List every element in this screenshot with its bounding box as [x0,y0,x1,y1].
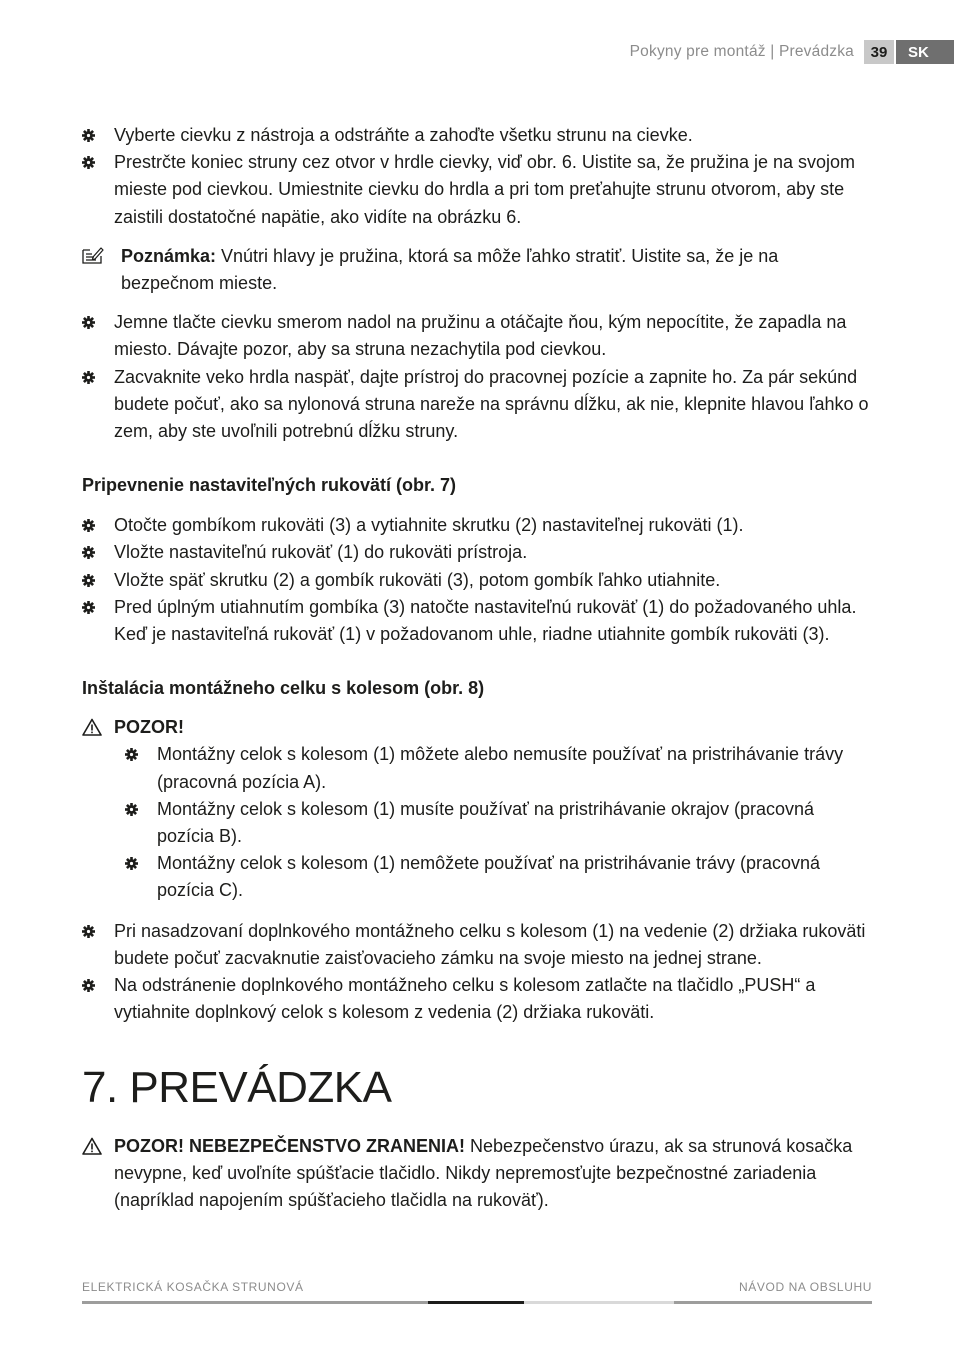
footer-bar-dark [428,1301,524,1304]
footer-bar-mid [82,1301,428,1304]
gear-bullet-icon [82,574,95,587]
footer-left: ELEKTRICKÁ KOSAČKA STRUNOVÁ [82,1280,304,1294]
list-item: Prestrčte koniec struny cez otvor v hrdle cievky, viď obr. 6. Uistite sa, že pružina je na svojom mieste pod cievkou. Umiestnite cievku do hrdla a pri tom preťahujte strunu otvorom, aby ste zaistili dostatočné napätie, ako vidíte na obrázku 6. [82,149,872,231]
header-title: Pokyny pre montáž | Prevádzka [629,43,854,60]
danger-warning [82,1133,872,1215]
instruction-list-1 [82,122,872,231]
gear-bullet-icon [82,546,95,559]
list-item: Pred úplným utiahnutím gombíka (3) natočte nastaviteľnú rukoväť (1) do požadovaného uhla. Keď je nastaviteľná rukoväť (1) v požadovanom uhle, riadne utiahnite gombík rukoväti (3). [82,594,872,648]
chapter-title: 7. PREVÁDZKA [82,1063,392,1113]
gear-bullet-icon [82,979,95,992]
list-item: Zacvaknite veko hrdla naspäť, dajte prístroj do pracovnej pozície a zapnite ho. Za pár sekúnd budete počuť, ako sa nylonová struna nareže na správnu dĺžku, ak nie, klepnite hlavou ľahko o zem, aby ste uvoľnili potrebnú dĺžku struny. [82,364,872,446]
warning-label: POZOR! [82,714,872,741]
language-badge: SK [896,40,954,64]
gear-bullet-icon [82,129,95,142]
footer-bars [82,1301,872,1305]
gear-bullet-icon [82,316,95,329]
footer-bar-mid-2 [674,1301,872,1304]
gear-bullet-icon [82,156,95,169]
wheel-warning-list [82,741,872,904]
list-item: Montážny celok s kolesom (1) môžete alebo nemusíte používať na pristrihávanie trávy (pracovná pozícia A). [125,741,872,795]
gear-bullet-icon [82,925,95,938]
warning-icon [82,718,102,736]
list-item: Montážny celok s kolesom (1) musíte používať na pristrihávanie okrajov (pracovná pozícia B). [125,796,872,850]
instruction-list-2 [82,309,872,445]
handles-list [82,512,872,648]
warning-icon [82,1137,102,1155]
page-header [630,40,954,64]
note-icon [82,246,104,264]
footer-right: NÁVOD NA OBSLUHU [739,1280,872,1294]
gear-bullet-icon [125,748,138,761]
footer-bar-light [524,1301,674,1304]
note-label: Poznámka: [121,245,217,266]
list-item: Vložte nastaviteľnú rukoväť (1) do rukoväti prístroja. [82,539,872,566]
list-item: Vložte späť skrutku (2) a gombík rukoväti (3), potom gombík ľahko utiahnite. [82,567,872,594]
list-item: Na odstránenie doplnkového montážneho celku s kolesom zatlačte na tlačidlo „PUSH“ a vytiahnite doplnkový celok s kolesom z vedenia (2) držiaka rukoväti. [82,972,872,1026]
gear-bullet-icon [82,601,95,614]
list-item: Jemne tlačte cievku smerom nadol na pružinu a otáčajte ňou, kým nepocítite, že zapadla na miesto. Dávajte pozor, aby sa struna nezachytila pod cievkou. [82,309,872,363]
note-text: Vnútri hlavy je pružina, ktorá sa môže ľahko stratiť. Uistite sa, že je na bezpečnom mieste. [121,245,779,294]
page-footer [82,1280,872,1308]
wheel-list [82,918,872,1027]
list-item: Pri nasadzovaní doplnkového montážneho celku s kolesom (1) na vedenie (2) držiaka rukoväti budete počuť zacvaknutie zaisťovacieho zámku na svoje miesto na jednej strane. [82,918,872,972]
gear-bullet-icon [82,519,95,532]
gear-bullet-icon [125,857,138,870]
gear-bullet-icon [125,803,138,816]
list-item: Montážny celok s kolesom (1) nemôžete používať na pristrihávanie trávy (pracovná pozícia C). [125,850,872,904]
list-item: Otočte gombíkom rukoväti (3) a vytiahnite skrutku (2) nastaviteľnej rukoväti (1). [82,512,872,539]
page-content [82,122,872,1214]
danger-warning-text: Nebezpečenstvo úrazu, ak sa strunová kosačka nevypne, keď uvoľníte spúšťacie tlačidlo. Nikdy nepremosťujte bezpečnostné zariadenia (napríklad napojením spúšťacieho tlačidla na rukoväť). [114,1135,853,1211]
section-heading-handles: Pripevnenie nastaviteľných rukovätí (obr. 7) [82,475,457,496]
section-heading-wheel: Inštalácia montážneho celku s kolesom (obr. 8) [82,678,485,699]
page-number: 39 [864,40,894,64]
danger-warning-label: POZOR! NEBEZPEČENSTVO ZRANENIA! [114,1135,466,1156]
gear-bullet-icon [82,371,95,384]
list-item: Vyberte cievku z nástroja a odstráňte a zahoďte všetku strunu na cievke. [82,122,872,149]
note-box [82,243,872,297]
